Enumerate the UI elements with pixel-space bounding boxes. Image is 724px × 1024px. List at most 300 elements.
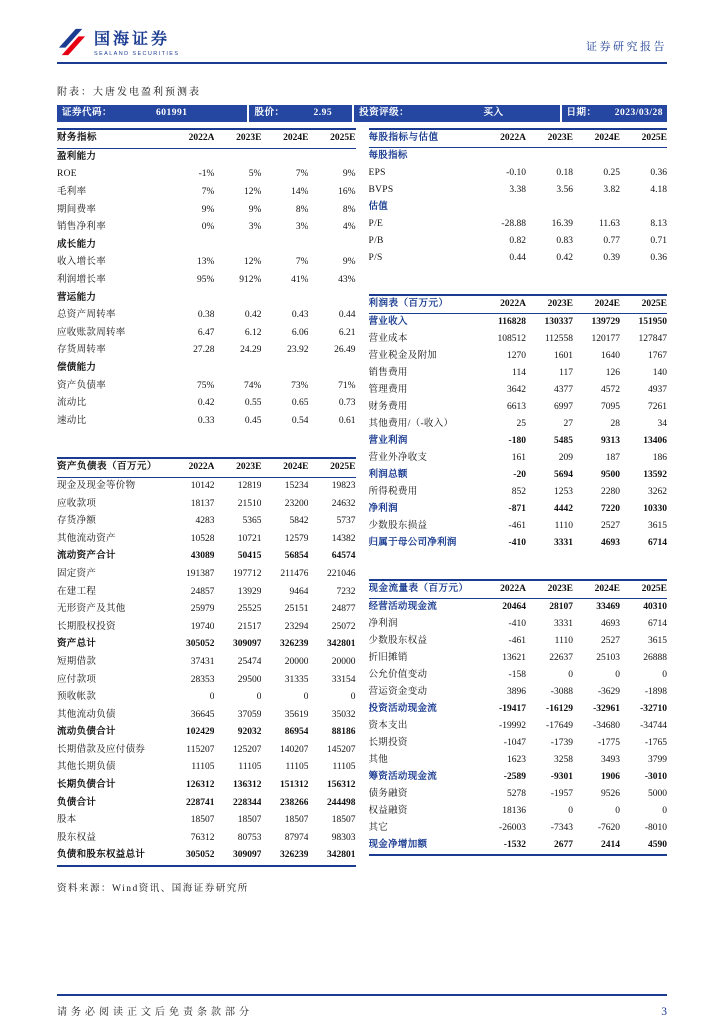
page-footer	[57, 994, 667, 1018]
cell-value: 3.56	[556, 185, 573, 195]
cell-value: 0	[662, 670, 667, 680]
cell-value: 87974	[284, 832, 309, 843]
cell-value: 4937	[648, 385, 667, 395]
cell-value: 7%	[295, 169, 309, 180]
table-row	[57, 307, 356, 325]
table-title: 现金流量表（百万元）	[369, 580, 479, 599]
row-label: 营业外净收支	[368, 453, 428, 463]
cell-value: 31335	[284, 674, 309, 685]
cell-value: 20000	[331, 656, 356, 667]
cell-value: 1253	[553, 487, 573, 497]
cell-value: 14%	[291, 187, 309, 198]
info-code-cell	[57, 105, 247, 122]
cell-value: 3331	[553, 538, 573, 548]
cell-value: 4283	[195, 516, 215, 527]
cell-value: -158	[508, 670, 526, 680]
cell-value: 20464	[502, 602, 526, 612]
cell-value: 7261	[648, 402, 667, 412]
column-header: 2025E	[620, 580, 667, 599]
cell-value: 16.39	[551, 219, 573, 229]
cell-value: 5842	[289, 516, 309, 527]
cell-value: 4377	[553, 385, 573, 395]
table-row	[57, 812, 356, 830]
cell-value: 37059	[237, 709, 262, 720]
cell-value: 186	[652, 453, 667, 463]
row-label: 少数股东权益	[368, 636, 428, 646]
cell-value: 0.18	[556, 168, 573, 178]
cell-value	[479, 199, 526, 216]
table-row	[57, 272, 356, 290]
cell-value	[167, 360, 214, 378]
cell-value: -1047	[503, 738, 526, 748]
cell-value	[214, 237, 261, 255]
row-label: 资本支出	[368, 721, 408, 731]
cell-value: 197712	[232, 568, 262, 579]
cell-value: -1765	[644, 738, 667, 748]
table-row	[57, 219, 356, 237]
cell-value: 0.83	[556, 236, 573, 246]
cell-value	[308, 237, 355, 255]
table-row	[369, 786, 668, 803]
cell-value: 5694	[553, 470, 573, 480]
cell-value	[526, 148, 573, 166]
cell-value: 0	[303, 692, 309, 703]
income-statement-table	[369, 294, 668, 552]
table-row	[369, 399, 668, 416]
cell-value: 342801	[308, 847, 355, 866]
column-header: 2024E	[573, 295, 620, 314]
cell-value: 6.47	[197, 327, 215, 338]
cell-value: 75%	[197, 380, 215, 391]
cell-value: 309097	[214, 847, 261, 866]
row-label: 营业利润	[368, 436, 408, 446]
stock-price-value: 2.95	[313, 108, 333, 118]
cell-value: -1957	[550, 789, 573, 799]
table-row	[57, 513, 356, 531]
cell-value: 0.82	[509, 236, 526, 246]
table-title: 每股指标与估值	[369, 129, 479, 148]
cell-value: -7620	[597, 823, 620, 833]
date-label: 日期：	[566, 108, 597, 118]
table-row	[369, 450, 668, 467]
cell-value: -32710	[640, 704, 667, 714]
cell-value: 3799	[648, 755, 667, 765]
cell-value: 40310	[643, 602, 667, 612]
cell-value: 13406	[643, 436, 667, 446]
cell-value: 4442	[553, 504, 573, 514]
row-label: 偿债能力	[57, 363, 97, 374]
cell-value: 95%	[197, 275, 215, 286]
page-number: 3	[661, 1006, 667, 1018]
cash-flow-table	[369, 579, 668, 856]
table-row	[57, 601, 356, 619]
cell-value: 305052	[167, 847, 214, 866]
table-row	[57, 530, 356, 548]
row-label: P/E	[368, 219, 384, 229]
table-row	[369, 199, 668, 216]
cell-value: 9%	[248, 204, 262, 215]
row-label: 管理费用	[368, 385, 408, 395]
table-row	[57, 548, 356, 566]
cell-value: 4693	[600, 538, 620, 548]
row-label: 长期负债合计	[57, 780, 116, 791]
cell-value	[308, 289, 355, 307]
cell-value	[526, 199, 573, 216]
cell-value: 0.39	[603, 253, 620, 263]
row-label: 营业成本	[368, 334, 408, 344]
cell-value: 0	[615, 806, 620, 816]
cell-value: 27.28	[193, 345, 215, 356]
row-label: 收入增长率	[57, 257, 107, 268]
cell-value: -1775	[597, 738, 620, 748]
cell-value: 21510	[237, 498, 262, 509]
cell-value: 4590	[620, 837, 667, 855]
cell-value: 342801	[327, 639, 356, 650]
cell-value: 112558	[544, 334, 573, 344]
column-header: 2023E	[526, 580, 573, 599]
column-header: 2024E	[573, 580, 620, 599]
cell-value: 86954	[284, 727, 309, 738]
cell-value: 19823	[331, 480, 356, 491]
source-note: 资料来源：Wind资讯、国海证券研究所	[57, 883, 249, 894]
row-label: 权益融资	[368, 806, 408, 816]
row-label: 预收帐款	[57, 692, 97, 703]
table-row	[57, 618, 356, 636]
cell-value: 0	[350, 692, 356, 703]
cell-value: 12%	[244, 257, 262, 268]
cell-value: 3642	[506, 385, 526, 395]
cell-value: 25525	[237, 604, 262, 615]
table-row	[369, 416, 668, 433]
cell-value: 114	[512, 368, 526, 378]
row-label: 净利润	[368, 504, 398, 514]
cell-value: 117	[559, 368, 573, 378]
cell-value: 73%	[291, 380, 309, 391]
table-row	[57, 724, 356, 742]
cell-value: -34744	[640, 721, 667, 731]
row-label: 无形资产及其他	[57, 604, 126, 615]
column-header: 2022A	[479, 129, 526, 148]
cell-value: 211476	[280, 568, 309, 579]
right-column	[369, 128, 668, 894]
table-row	[57, 325, 356, 343]
row-label: 其他	[368, 755, 389, 765]
cell-value: 7%	[201, 187, 215, 198]
row-label: 在建工程	[57, 586, 97, 597]
info-date-cell	[562, 105, 667, 122]
table-header-row	[57, 129, 356, 148]
cell-value: 5365	[242, 516, 262, 527]
rating-label: 投资评级：	[359, 108, 410, 118]
cell-value: 10721	[237, 533, 262, 544]
appendix-title: 附表：大唐发电盈利预测表	[57, 87, 201, 98]
cell-value: 0.44	[338, 310, 356, 321]
cell-value: -1%	[198, 169, 215, 180]
cell-value: 16%	[338, 187, 356, 198]
left-column	[57, 128, 356, 894]
table-row	[57, 166, 356, 184]
table-row	[369, 182, 668, 199]
cell-value: 0.55	[244, 398, 262, 409]
cell-value: 326239	[261, 847, 308, 866]
report-type-label: 证券研究报告	[586, 41, 667, 53]
row-label: 流动资产合计	[57, 551, 116, 562]
cell-value: 1767	[648, 351, 667, 361]
cell-value: 14382	[331, 533, 356, 544]
cell-value	[167, 148, 214, 166]
row-label: 总资产周转率	[57, 310, 116, 321]
row-label: 其他流动资产	[57, 533, 116, 544]
cell-value: 25151	[284, 604, 309, 615]
row-label: P/B	[368, 236, 384, 246]
cell-value: 0.77	[603, 236, 620, 246]
cell-value: 187	[605, 453, 620, 463]
table-row	[369, 820, 668, 837]
row-label: 应付款项	[57, 674, 97, 685]
table-title: 财务指标	[57, 129, 167, 148]
cell-value: -28.88	[501, 219, 526, 229]
cell-value: 221046	[327, 568, 356, 579]
table-row	[57, 360, 356, 378]
cell-value: 27	[563, 419, 573, 429]
cell-value: 98303	[331, 832, 356, 843]
table-row	[369, 769, 668, 786]
cell-value: 33154	[331, 674, 356, 685]
cell-value: -461	[508, 521, 526, 531]
cell-value: 4572	[600, 385, 620, 395]
row-label: 股东权益	[57, 832, 97, 843]
cell-value: -410	[508, 538, 526, 548]
table-title: 利润表（百万元）	[369, 295, 479, 314]
row-label: P/S	[368, 253, 383, 263]
table-row	[369, 314, 668, 332]
table-row	[369, 233, 668, 250]
row-label: 销售净利率	[57, 222, 107, 233]
rating-value: 买入	[483, 108, 504, 118]
cell-value: 4693	[600, 619, 620, 629]
cell-value: 136312	[232, 780, 262, 791]
cell-value: 0	[209, 692, 215, 703]
table-row	[369, 803, 668, 820]
cell-value: 0.43	[291, 310, 309, 321]
row-label: 存货净额	[57, 516, 97, 527]
cell-value: 18136	[502, 806, 526, 816]
cell-value: 130337	[544, 317, 573, 327]
cell-value: 12%	[244, 187, 262, 198]
row-label: 现金净增加额	[369, 837, 479, 855]
cell-value: 11105	[332, 762, 356, 773]
cell-value	[261, 237, 308, 255]
cell-value: 3331	[553, 619, 573, 629]
cell-value: 228344	[232, 797, 262, 808]
cell-value: 0	[256, 692, 262, 703]
cell-value: 309097	[232, 639, 262, 650]
cell-value	[167, 289, 214, 307]
cell-value: 156312	[327, 780, 356, 791]
cell-value: 0%	[201, 222, 215, 233]
table-row	[57, 289, 356, 307]
table-row	[57, 689, 356, 707]
cell-value: 0	[568, 806, 573, 816]
table-row	[57, 342, 356, 360]
cell-value: 0	[568, 670, 573, 680]
row-label: 营运资金变动	[368, 687, 428, 697]
row-label: 估值	[368, 202, 389, 212]
cell-value: 37431	[190, 656, 215, 667]
cell-value: 6997	[553, 402, 573, 412]
cell-value: 13929	[237, 586, 262, 597]
table-row	[57, 184, 356, 202]
cell-value: 43%	[338, 275, 356, 286]
cell-value: 23294	[284, 621, 309, 632]
table-row	[369, 735, 668, 752]
cell-value	[214, 360, 261, 378]
cell-value: 22637	[549, 653, 573, 663]
cell-value: 25103	[596, 653, 620, 663]
cell-value: 161	[511, 453, 526, 463]
cell-value: 126	[605, 368, 620, 378]
cell-value: 25	[516, 419, 526, 429]
row-label: 长期借款及应付债券	[57, 744, 146, 755]
cell-value: 35619	[284, 709, 309, 720]
row-label: 应收款项	[57, 498, 97, 509]
cell-value: 140207	[279, 744, 309, 755]
row-label: 流动负债合计	[57, 727, 116, 738]
row-label: 归属于母公司净利润	[368, 538, 457, 548]
cell-value: 28	[610, 419, 620, 429]
row-label: 其他流动负债	[57, 709, 116, 720]
table-row	[369, 616, 668, 633]
column-header: 2025E	[620, 129, 667, 148]
cell-value: 108512	[497, 334, 526, 344]
cell-value: 5737	[336, 516, 356, 527]
table-header-row	[369, 295, 668, 314]
cell-value: 1601	[553, 351, 573, 361]
cell-value: -26003	[499, 823, 526, 833]
cell-value: -32961	[593, 704, 620, 714]
table-row	[369, 667, 668, 684]
cell-value: 20000	[284, 656, 309, 667]
cell-value: 10142	[190, 480, 215, 491]
row-label: 成长能力	[57, 239, 97, 250]
cell-value: -0.10	[506, 168, 526, 178]
cell-value: 9%	[342, 257, 356, 268]
table-row	[57, 477, 356, 495]
table-row	[369, 684, 668, 701]
column-header: 2023E	[214, 458, 261, 477]
cell-value: 0.36	[650, 253, 667, 263]
cell-value: 127847	[638, 334, 667, 344]
cell-value: 3262	[648, 487, 667, 497]
cell-value: 25072	[331, 621, 356, 632]
cell-value: 305052	[185, 639, 215, 650]
cell-value: 26888	[643, 653, 667, 663]
cell-value	[479, 148, 526, 166]
column-header: 2024E	[261, 129, 308, 148]
column-header: 2023E	[214, 129, 261, 148]
table-row	[369, 433, 668, 450]
cell-value: 0.45	[244, 415, 262, 426]
info-rating-cell	[354, 105, 559, 122]
cell-value: 88186	[331, 727, 356, 738]
row-label: 负债合计	[57, 797, 97, 808]
column-header: 2022A	[479, 295, 526, 314]
table-row	[57, 742, 356, 760]
stock-info-bar	[57, 105, 667, 122]
cell-value: 12579	[284, 533, 309, 544]
cell-value: 151950	[638, 317, 667, 327]
cell-value: 3615	[648, 636, 667, 646]
cell-value: 2677	[526, 837, 573, 855]
cell-value: 0	[615, 670, 620, 680]
table-row	[369, 365, 668, 382]
cell-value: 25474	[237, 656, 262, 667]
table-row	[57, 237, 356, 255]
row-label: 财务费用	[368, 402, 408, 412]
cell-value: -3629	[597, 687, 620, 697]
cell-value: 92032	[237, 727, 262, 738]
row-label: 少数股东损益	[368, 521, 428, 531]
row-label: 债务融资	[368, 789, 408, 799]
table-row	[57, 777, 356, 795]
cell-value: 0.38	[197, 310, 215, 321]
cell-value: -1739	[550, 738, 573, 748]
cell-value: 7095	[600, 402, 620, 412]
table-row	[57, 495, 356, 513]
cell-value: 2527	[600, 521, 620, 531]
cell-value: 9464	[289, 586, 309, 597]
row-label: 利润增长率	[57, 275, 107, 286]
table-header-row	[369, 580, 668, 599]
cell-value: 8%	[342, 204, 356, 215]
table-row	[369, 348, 668, 365]
cell-value: 0.25	[603, 168, 620, 178]
cell-value: 7220	[600, 504, 620, 514]
table-row	[369, 216, 668, 233]
cell-value: 35032	[331, 709, 356, 720]
cell-value: 912%	[239, 275, 262, 286]
cell-value: -20	[513, 470, 526, 480]
cell-value: 191387	[185, 568, 215, 579]
row-label: BVPS	[368, 185, 394, 195]
cell-value: 11105	[285, 762, 309, 773]
cell-value: 18507	[237, 815, 262, 826]
row-label: 应收账款周转率	[57, 327, 126, 338]
row-label: 每股指标	[368, 151, 408, 161]
cell-value: 0.44	[509, 253, 526, 263]
row-label: 营运能力	[57, 292, 97, 303]
column-header: 2022A	[479, 580, 526, 599]
cell-value	[308, 360, 355, 378]
cell-value: 6.21	[338, 327, 356, 338]
table-row	[57, 395, 356, 413]
table-row	[57, 654, 356, 672]
table-row	[369, 599, 668, 617]
cell-value: 120177	[591, 334, 620, 344]
table-row	[369, 837, 668, 855]
cell-value: -7343	[550, 823, 573, 833]
cell-value: -871	[508, 504, 526, 514]
cell-value: 6.12	[244, 327, 262, 338]
stock-code-value: 601991	[155, 108, 188, 118]
table-row	[57, 377, 356, 395]
table-columns	[57, 128, 667, 894]
cell-value: 18507	[190, 815, 215, 826]
table-row	[369, 650, 668, 667]
cell-value: 8%	[295, 204, 309, 215]
table-row	[57, 830, 356, 848]
cell-value: -461	[508, 636, 526, 646]
